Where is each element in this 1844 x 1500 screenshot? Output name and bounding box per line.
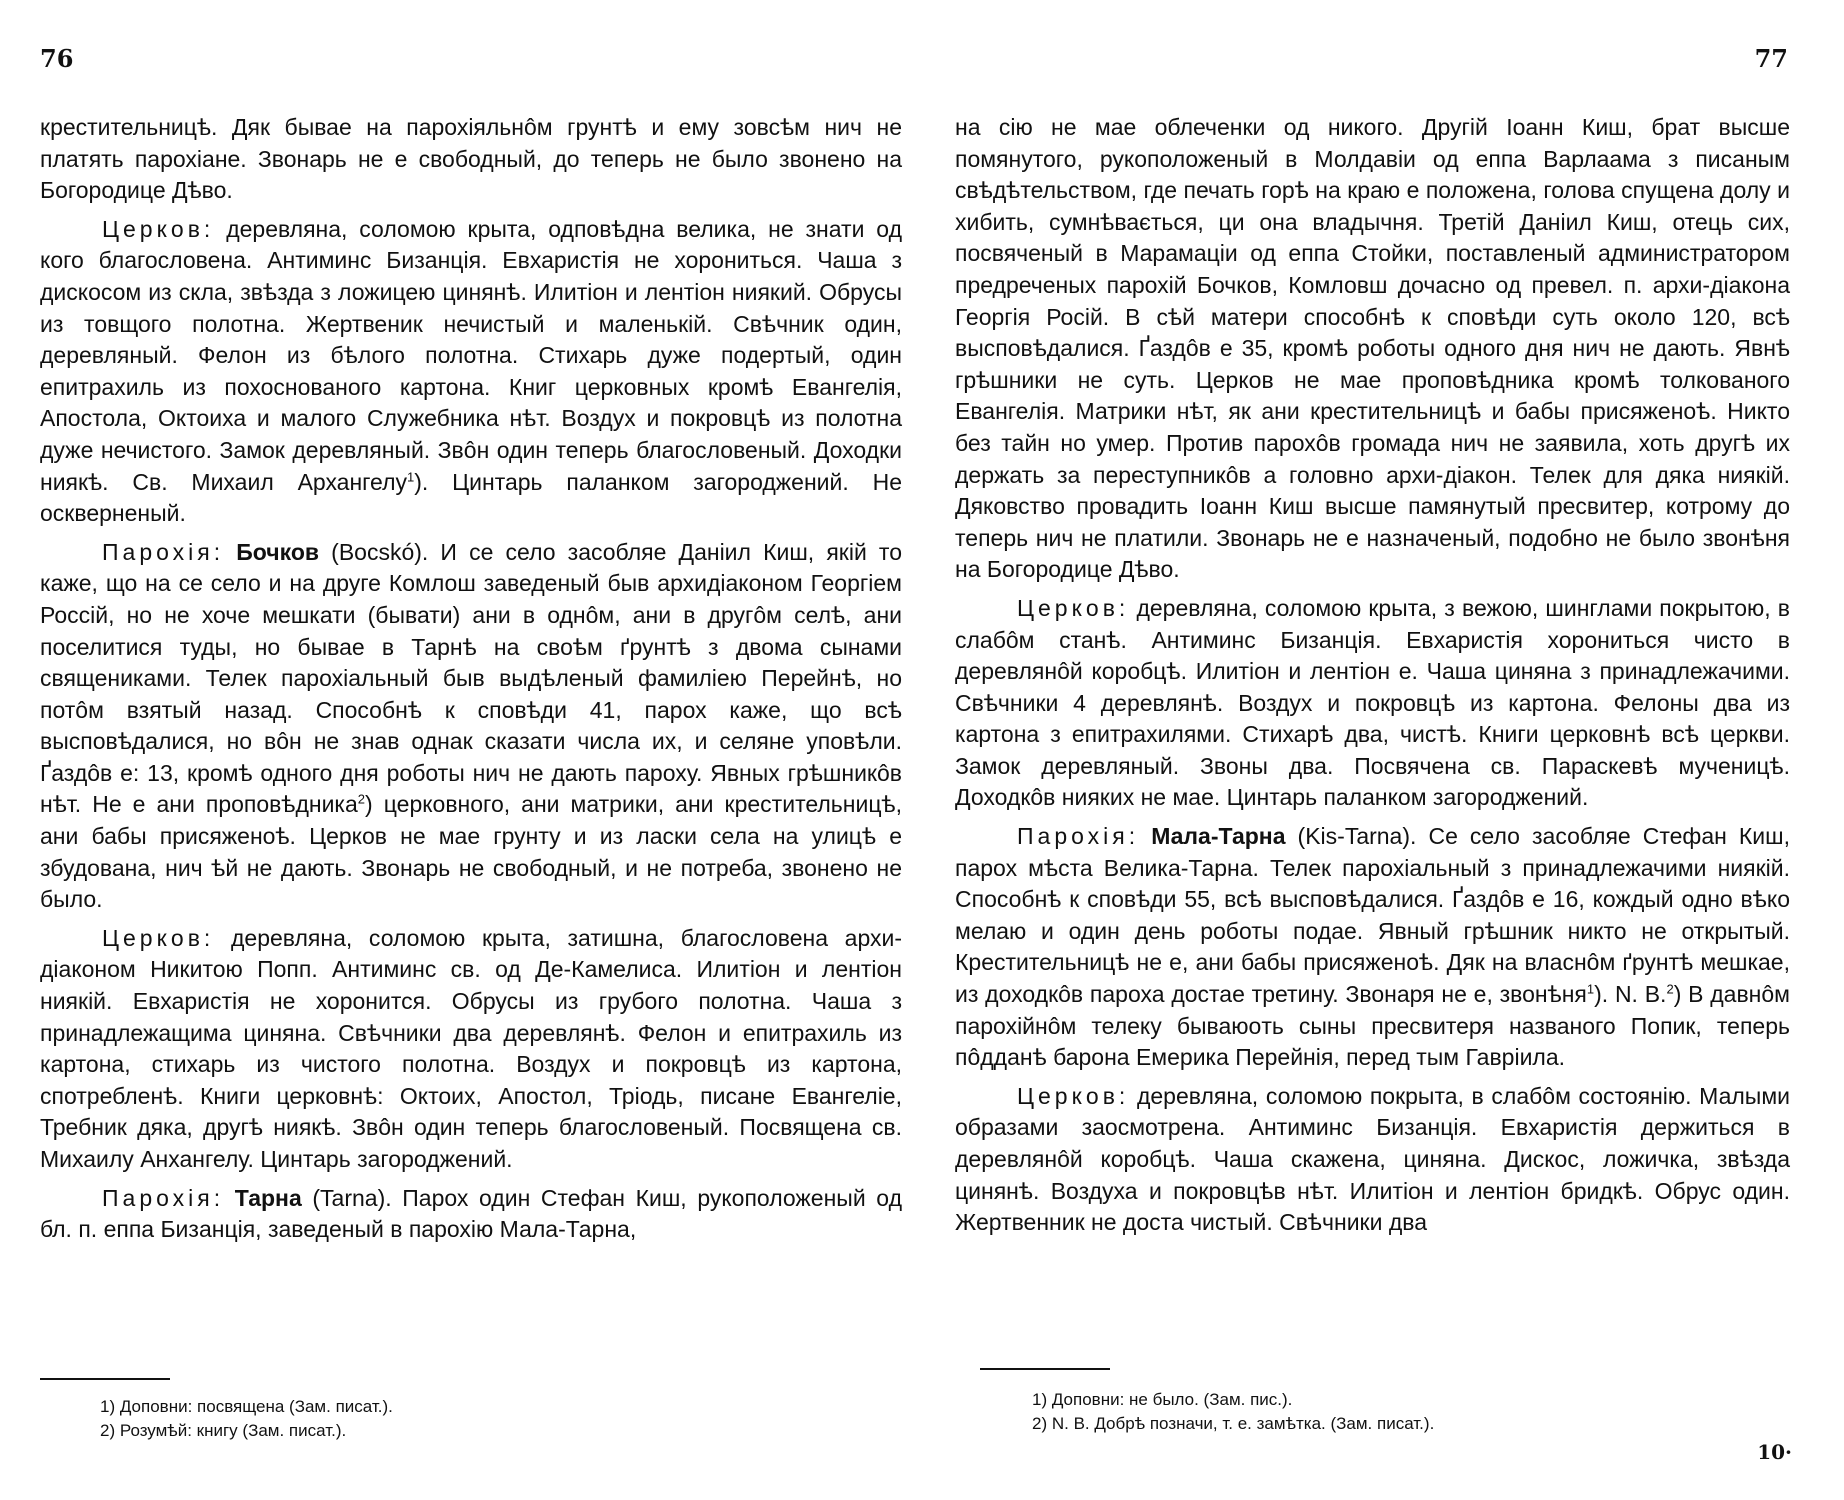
page-number: 76 — [40, 44, 74, 73]
paragraph — [40, 923, 902, 1176]
parish-latin: (Kis-Tarna). — [1285, 823, 1417, 850]
paragraph-text: деревляна, соломою крыта, затишна, благословена архи-діаконом Никитою Попп. Антиминс св. од Де-Камелиса. Илитіон и лентіон ниякій. Евхаристія не хоронится. Обрусы из грубого полотна. Чаша з принадлежащима цинянa. Свѣчники два деревлянѣ. Фелон и епитрахиль из картона, стихарь из чистого полотна. Воздух и покровцѣ из картона, спотребленѣ. Книги церковнѣ: Октоих, Апостол, Тріодь, писане Евангеліе, Требник дяка, другѣ ниякѣ. Звôн один теперь благословеный. Посвящена св. Михаилу Анхангелу. Цинтарь загороджений. — [40, 924, 902, 1172]
footnote-ref: 2 — [1666, 981, 1674, 997]
footnote-mark: 1) — [1032, 1390, 1048, 1409]
section-label: Церков: — [102, 924, 215, 951]
signature-mark: 10· — [1757, 1440, 1792, 1464]
right-page — [922, 0, 1844, 1500]
paragraph-text: ) В давнôм парохійнôм телеку бываюoть сыны пресвитеря названого Попик, теперь пôдданѣ барона Емерика Перейнія, перед тым Гавріила. — [955, 981, 1790, 1071]
footnote — [1032, 1388, 1434, 1412]
paragraph-text: Се село засобляе Стефан Киш, парох мѣста Велика-Тарна. Телек парохіальный з принадлежачими ниякій. Способнѣ к сповѣди 55, всѣ высповѣдалися. Ґаздôв е 16, кождый одно вѣко мелаю и один день роботы подае. Явный грѣшник никто не открытый. Крестительницѣ не е, ани бабы присяженоѣ. Дяк на власнôм ґрунтѣ мешкае, из доходкôв пароха достае третину. Звонаря не е, звонѣня — [955, 823, 1791, 1008]
paragraph-text: деревляна, соломою крыта, з вежою, шинглами покрытою, в слабôм станѣ. Антиминс Бизанція. Евхаристія хорониться чисто в деревлянôй коробцѣ. Илитіон и лентіон е. Чаша циняна з принадлежачими. Свѣчники 4 деревлянѣ. Воздух и покровцѣ из картона. Фелоны два из картона з епитрахилями. Стихарѣ два, чистѣ. Книги церковнѣ всѣ церкви. Замок деревляный. Звоны два. Посвячена св. Параскевѣ мученицѣ. Доходкôв нияких не мае. Цинтарь паланком загороджений. — [955, 594, 1790, 811]
footnote-text: Розумѣй: книгу (Зам. писат.). — [115, 1421, 347, 1440]
section-label: Церков: — [102, 215, 215, 242]
paragraph — [955, 593, 1790, 814]
parish-latin: (Bocskó). — [319, 538, 429, 565]
paragraph — [40, 1183, 902, 1246]
footnote-mark: 2) — [100, 1421, 116, 1440]
parish-name: Тарна — [234, 1184, 302, 1211]
paragraph-text: ). N. B. — [1594, 981, 1667, 1008]
footnote-ref: 2 — [357, 791, 366, 807]
parish-name: Бочков — [236, 538, 320, 565]
footnote-text: Доповни: не было. (Зам. пис.). — [1047, 1390, 1293, 1409]
paragraph — [40, 537, 902, 916]
paragraph-text: Парох один Стефан Киш, рукоположеный од бл. п. еппа Бизанція, заведеный в парохію Мала-Тарна, — [40, 1184, 902, 1243]
footnote — [100, 1395, 393, 1419]
footnote-divider — [40, 1378, 170, 1380]
paragraph — [40, 214, 902, 530]
paragraph — [955, 112, 1790, 586]
footnote-text: Доповни: посвящена (Зам. писат.). — [115, 1397, 393, 1416]
section-label: Парохія: — [1017, 823, 1140, 850]
footnote-mark: 1) — [100, 1397, 116, 1416]
paragraph — [955, 821, 1790, 1074]
section-label: Парохія: — [102, 1184, 225, 1211]
page-number: 77 — [1754, 44, 1788, 73]
paragraph-text: ). Цинтарь паланком загороджений. Не оскверненый. — [40, 468, 902, 527]
parish-latin: (Tarna). — [301, 1184, 392, 1211]
paragraph — [40, 112, 902, 207]
section-label: Церков: — [1017, 594, 1130, 621]
paragraph-text: ) церковного, ани матрики, ани крестительницѣ, ани бабы присяженоѣ. Церков не мае грунту и из ласки села на улицѣ е збудована, нич ѣй не дають. Звонарь не свободный, и не потреба, звонено не было. — [40, 791, 902, 913]
footnote — [1032, 1412, 1434, 1436]
footnote-text: N. B. Добрѣ позначи, т. е. замѣтка. (Зам. писат.). — [1047, 1414, 1435, 1433]
footnotes — [1032, 1388, 1434, 1436]
section-label: Церков: — [1017, 1082, 1130, 1109]
footnote-ref: 1 — [1586, 981, 1595, 997]
footnote-mark: 2) — [1032, 1414, 1048, 1433]
footnote — [100, 1419, 393, 1443]
parish-name: Мала-Тарна — [1151, 823, 1286, 850]
paragraph-text: деревляна, соломою крыта, одповѣдна велика, не знати од кого благословена. Антиминс Бизанція. Евхаристія не хорониться. Чаша з дискосом из скла, звѣзда з ложицею цинянѣ. Илитіон и лентіон ниякий. Обрусы из товщого полотна. Жертвеник нечистый и маленькій. Свѣчник один, деревляный. Фелон из бѣлого полотна. Стихарь дуже подертый, один епитрахиль из похоснованого картона. Книг церковных кромѣ Евангелія, Апостола, Октоиха и малого Служебника нѣт. Воздух и покровцѣ из полотна дуже нечистого. Замок деревляный. Звôн один теперь благословеный. Доходки ниякѣ. Св. Михаил Архангелу — [40, 215, 902, 495]
paragraph-text: деревляна, соломою покрыта, в слабôм состоянію. Малыми образами заосмотрена. Антиминс Бизанція. Евхаристія держиться в деревлянôй коробцѣ. Чаша скажена, циняна. Дискос, ложичка, звѣзда цинянѣ. Воздуха и покровцѣв нѣт. Илитіон и лентіон бридкѣ. Обрус один. Жертвенник не доста чистый. Свѣчники два — [955, 1082, 1790, 1236]
paragraph-text: И се село засобляе Даніил Киш, якій то каже, що на се село и на друге Комлош заведеный быв архидіаконом Георгіем Россій, но не хоче мешкати (бывати) ани в однôм, ани в другôм селѣ, ани поселитися туды, но бывае в Тарнѣ на своѣм ґрунтѣ з двома сынами священиками. Телек парохіальный быв выдѣленый фамиліею Перейнѣ, но потôм взятый назад. Способнѣ к сповѣди 41, парох каже, що всѣ высповѣдалися, но вôн не знав однак сказати числа их, и селяне уповѣли. Ґаздôв е: 13, кромѣ одного дня роботы нич не дають пароху. Явных грѣшникôв нѣт. Не е ани проповѣдника — [40, 538, 902, 818]
page-body — [40, 112, 902, 1253]
paragraph-text: на сію не мае облеченки од никого. Другій Іоанн Киш, брат высше помянутого, рукоположеный в Молдавіи од еппа Варлаама з писаным свѣдѣтельством, где печать горѣ на краю е положена, голова спущена долу и хибить, сумнѣвається, ци она владычня. Третій Даніил Киш, отець сих, посвяченый в Марамаціи од еппа Стойки, поставленый администратором предреченых парохій Бочков, Комловш дочасно од превел. п. архи-діакона Георгія Росій. В сѣй матери способнѣ к сповѣди суть около 120, всѣ высповѣдалися. Ґаздôв е 35, кромѣ роботы одного дня нич не дають. Явнѣ грѣшники не суть. Церков не мае проповѣдника кромѣ толкованого Евангелія. Матрики нѣт, як ани крестительницѣ и бабы присяженоѣ. Никто без тайн но умер. Против парохôв громада нич не заявила, хоть другѣ их держать за переступникôв а головно архи-діакон. Телек для дяка ниякій. Дяковство провадить Іоанн Киш высше памянутый пресвитер, котрому до теперь нич не платили. Звонарь не е назначеный, подобно не было звонѣня на Богородице Дѣво. — [955, 114, 1790, 583]
footnote-ref: 1 — [407, 468, 415, 484]
page-body — [955, 112, 1790, 1246]
section-label: Парохія: — [102, 538, 225, 565]
paragraph — [955, 1081, 1790, 1239]
footnotes — [100, 1395, 393, 1443]
paragraph-text: крестительницѣ. Дяк бывае на парохіяльнôм грунтѣ и ему зовсѣм нич не платять парохіане. Звонарь не е свободный, до теперь не было звонено на Богородице Дѣво. — [40, 114, 902, 204]
footnote-divider — [980, 1368, 1110, 1370]
